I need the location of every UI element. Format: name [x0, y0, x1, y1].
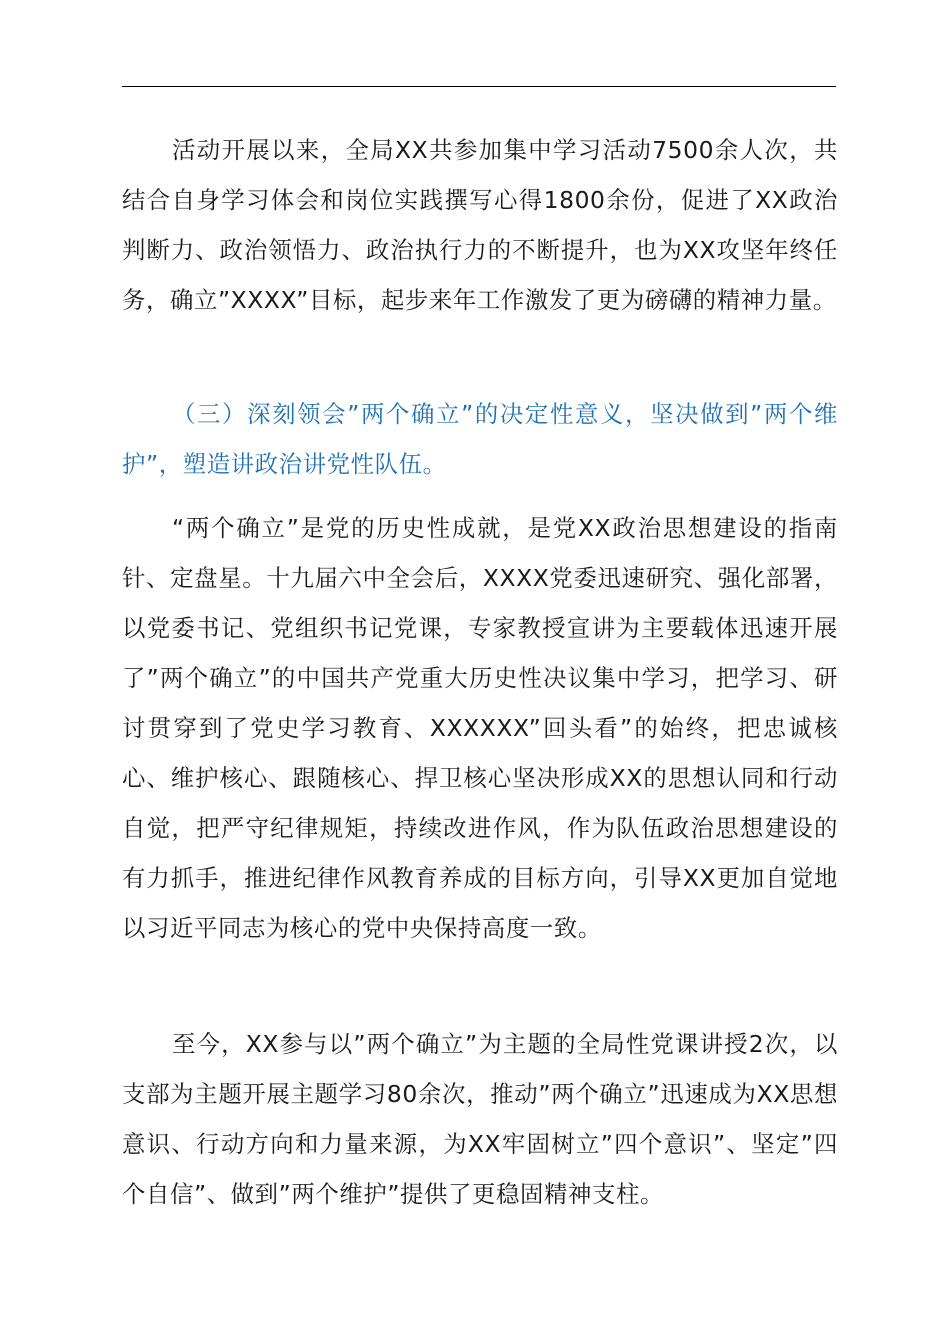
- paragraph-results: 至今，XX参与以”两个确立”为主题的全局性党课讲授2次，以支部为主题开展主题学习80余次，推动”两个确立”迅速成为XX思想意识、行动方向和力量来源，为XX牢固树立”四个意识”、坚定”四个自信”、做到”两个维护”提供了更稳固精神支柱。: [122, 1030, 838, 1208]
- header-rule: [122, 86, 836, 87]
- section-heading-3: （三）深刻领会”两个确立”的决定性意义，坚决做到”两个维护”，塑造讲政治讲党性队伍。: [122, 400, 838, 478]
- paragraph-two-establishments: “两个确立”是党的历史性成就，是党XX政治思想建设的指南针、定盘星。十九届六中全会后，XXXX党委迅速研究、强化部署，以党委书记、党组织书记党课，专家教授宣讲为主要载体迅速开展了”两个确立”的中国共产党重大历史性决议集中学习，把学习、研讨贯穿到了党史学习教育、XXXXXX”回头看”的始终，把忠诚核心、维护核心、跟随核心、捍卫核心坚决形成XX的思想认同和行动自觉，把严守纪律规矩，持续改进作风，作为队伍政治思想建设的有力抓手，推进纪律作风教育养成的目标方向，引导XX更加自觉地以习近平同志为核心的党中央保持高度一致。: [122, 514, 838, 942]
- paragraph-activity-summary: 活动开展以来，全局XX共参加集中学习活动7500余人次，共结合自身学习体会和岗位实践撰写心得1800余份，促进了XX政治判断力、政治领悟力、政治执行力的不断提升，也为XX攻坚年终任务，确立”XXXX”目标，起步来年工作激发了更为磅礴的精神力量。: [122, 136, 838, 314]
